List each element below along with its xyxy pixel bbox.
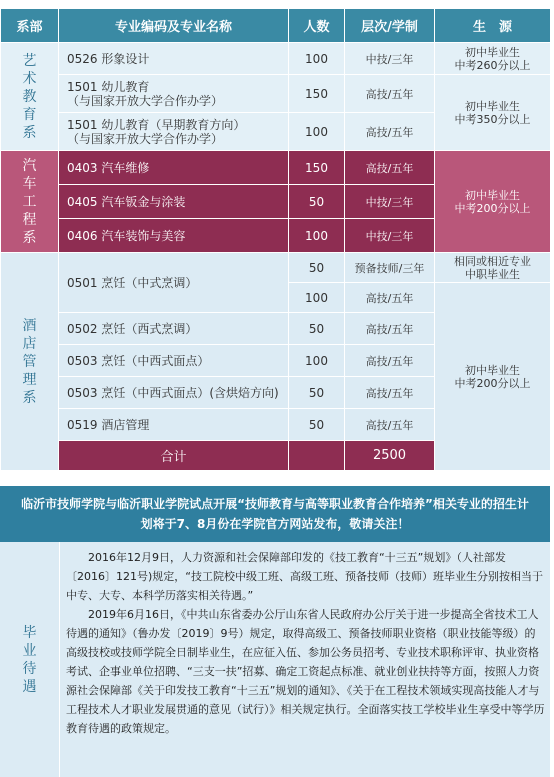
major-name: 1501 幼儿教育（早期教育方向） （与国家开放大学合作办学） bbox=[59, 113, 289, 151]
table-row bbox=[1, 151, 551, 185]
major-name: 1501 幼儿教育 （与国家开放大学合作办学） bbox=[59, 75, 289, 113]
major-name: 0519 酒店管理 bbox=[59, 409, 289, 441]
enroll-count: 100 bbox=[289, 345, 345, 377]
header-dept: 系部 bbox=[1, 9, 59, 43]
level: 预备技师/三年 bbox=[345, 253, 435, 283]
source: 相同或相近专业 中职毕业生 bbox=[435, 253, 551, 283]
level: 中技/三年 bbox=[345, 185, 435, 219]
level: 高技/五年 bbox=[345, 409, 435, 441]
level: 高技/五年 bbox=[345, 313, 435, 345]
source: 初中毕业生 中考200分以上 bbox=[435, 151, 551, 253]
total-label: 合计 bbox=[59, 441, 289, 471]
enroll-count: 50 bbox=[289, 409, 345, 441]
level: 高技/五年 bbox=[345, 151, 435, 185]
header-count: 人数 bbox=[289, 9, 345, 43]
graduation-section bbox=[0, 542, 550, 777]
level: 高技/五年 bbox=[345, 283, 435, 313]
table-row bbox=[1, 253, 551, 283]
dept-art: 艺 术 教 育 系 bbox=[1, 43, 59, 151]
major-name: 0501 烹饪（中式烹调） bbox=[59, 253, 289, 313]
dept-car: 汽 车 工 程 系 bbox=[1, 151, 59, 253]
enroll-count: 50 bbox=[289, 185, 345, 219]
enroll-count: 150 bbox=[289, 151, 345, 185]
graduation-paragraph-2: 2019年6月16日，《中共山东省委办公厅山东省人民政府办公厅关于进一步提高全省技术工人待遇的通知》（鲁办发〔2019〕9号）规定，取得高级工、预备技师职业资格（职业技能等级）的高级技校或技师学院全日制毕业生，在应征入伍、参加公务员招考、专业技术职称评审、执业资格考试、企事业单位招聘、“三支一扶”招募、确定工资起点标准、就业创业扶持等方面，按照人力资源社会保障部《关于印发技工教育“十三五”规划的通知》、《关于在工程技术领域实现高技能人才与工程技术人才职业发展贯通的意见（试行）》相关规定执行。全面落实技工学校毕业生享受中等学历教育待遇的政策规定。 bbox=[66, 608, 545, 735]
source: 初中毕业生 中考260分以上 bbox=[435, 43, 551, 75]
table-row bbox=[1, 43, 551, 75]
enroll-count: 50 bbox=[289, 377, 345, 409]
major-name: 0405 汽车钣金与涂装 bbox=[59, 185, 289, 219]
major-name: 0502 烹饪（西式烹调） bbox=[59, 313, 289, 345]
header-source: 生 源 bbox=[435, 9, 551, 43]
major-name: 0406 汽车装饰与美容 bbox=[59, 219, 289, 253]
enrollment-table bbox=[0, 8, 551, 471]
enroll-count: 50 bbox=[289, 253, 345, 283]
enroll-count: 100 bbox=[289, 283, 345, 313]
level: 高技/五年 bbox=[345, 113, 435, 151]
dept-hotel: 酒 店 管 理 系 bbox=[1, 253, 59, 471]
source: 初中毕业生 中考200分以上 bbox=[435, 283, 551, 471]
graduation-label: 毕 业 待 遇 bbox=[0, 542, 60, 777]
total-empty bbox=[289, 441, 345, 471]
header-level: 层次/学制 bbox=[345, 9, 435, 43]
level: 高技/五年 bbox=[345, 75, 435, 113]
level: 高技/五年 bbox=[345, 377, 435, 409]
header-major: 专业编码及专业名称 bbox=[59, 9, 289, 43]
enroll-count: 150 bbox=[289, 75, 345, 113]
major-name: 0503 烹饪（中西式面点） bbox=[59, 345, 289, 377]
source: 初中毕业生 中考350分以上 bbox=[435, 75, 551, 151]
table-row bbox=[1, 75, 551, 113]
major-name: 0526 形象设计 bbox=[59, 43, 289, 75]
graduation-text bbox=[66, 548, 546, 738]
enroll-count: 50 bbox=[289, 313, 345, 345]
total-count: 2500 bbox=[345, 441, 435, 471]
graduation-paragraph-1: 2016年12月9日，人力资源和社会保障部印发的《技工教育“十三五”规划》（人社部发〔2016〕121号)规定，“技工院校中级工班、高级工班、预备技师（技师）班毕业生分别按相当于中专、大专、本科学历落实相关待遇。” bbox=[66, 551, 543, 602]
major-name: 0403 汽车维修 bbox=[59, 151, 289, 185]
notice-banner: 临沂市技师学院与临沂职业学院试点开展“技师教育与高等职业教育合作培养”相关专业的招生计划将于7、8月份在学院官方网站发布，敬请关注！ bbox=[0, 486, 550, 542]
enroll-count: 100 bbox=[289, 43, 345, 75]
level: 高技/五年 bbox=[345, 345, 435, 377]
enroll-count: 100 bbox=[289, 219, 345, 253]
enroll-count: 100 bbox=[289, 113, 345, 151]
major-name: 0503 烹饪（中西式面点）(含烘焙方向) bbox=[59, 377, 289, 409]
level: 中技/三年 bbox=[345, 43, 435, 75]
level: 中技/三年 bbox=[345, 219, 435, 253]
table-header-row bbox=[1, 9, 551, 43]
